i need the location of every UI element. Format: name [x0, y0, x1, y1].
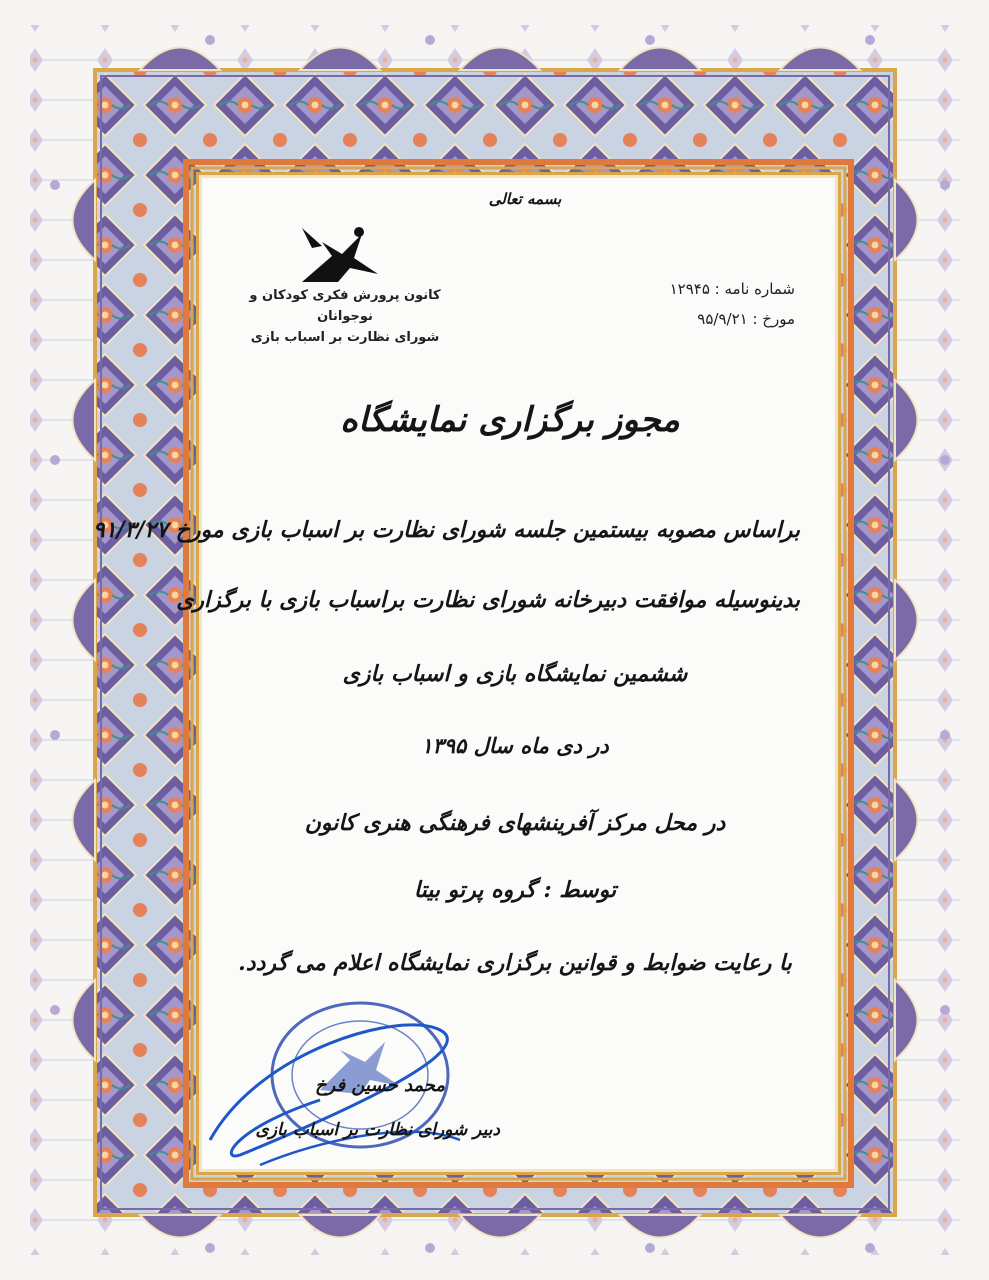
kanoon-logo-icon	[292, 224, 382, 286]
body-line: ششمین نمایشگاه بازی و اسباب بازی	[342, 661, 688, 687]
body-line: در محل مرکز آفرینشهای فرهنگی هنری کانون	[304, 810, 726, 836]
body-line: توسط : گروه پرتو بیتا	[413, 877, 617, 903]
signer-name: محمد حسین فرخ	[314, 1075, 446, 1096]
organization-name: کانون پرورش فکری کودکان و نوجوانان	[249, 288, 441, 324]
organization-block	[220, 285, 470, 348]
letter-date: مورخ : ۹۵/۹/۲۱	[697, 310, 795, 328]
body-line: بدینوسیله موافقت دبیرخانه شورای نظارت براسباب بازی با برگزاری	[176, 587, 800, 613]
invocation-text: بسمه تعالی	[488, 190, 562, 208]
body-line: براساس مصوبه بیستمین جلسه شورای نظارت بر اسباب بازی مورخ ۹۱/۳/۲۷	[92, 517, 800, 543]
document-title: مجوز برگزاری نمایشگاه	[340, 400, 680, 440]
signer-title: دبیر شورای نظارت بر اسباب بازی	[255, 1120, 500, 1140]
body-line: در دی ماه سال ۱۳۹۵	[421, 733, 609, 758]
letter-number: شماره نامه : ۱۲۹۴۵	[669, 280, 795, 298]
council-name: شورای نظارت بر اسباب بازی	[250, 330, 440, 345]
body-line: با رعایت ضوابط و قوانین برگزاری نمایشگاه اعلام می گردد.	[238, 950, 792, 976]
reference-block	[600, 274, 795, 334]
